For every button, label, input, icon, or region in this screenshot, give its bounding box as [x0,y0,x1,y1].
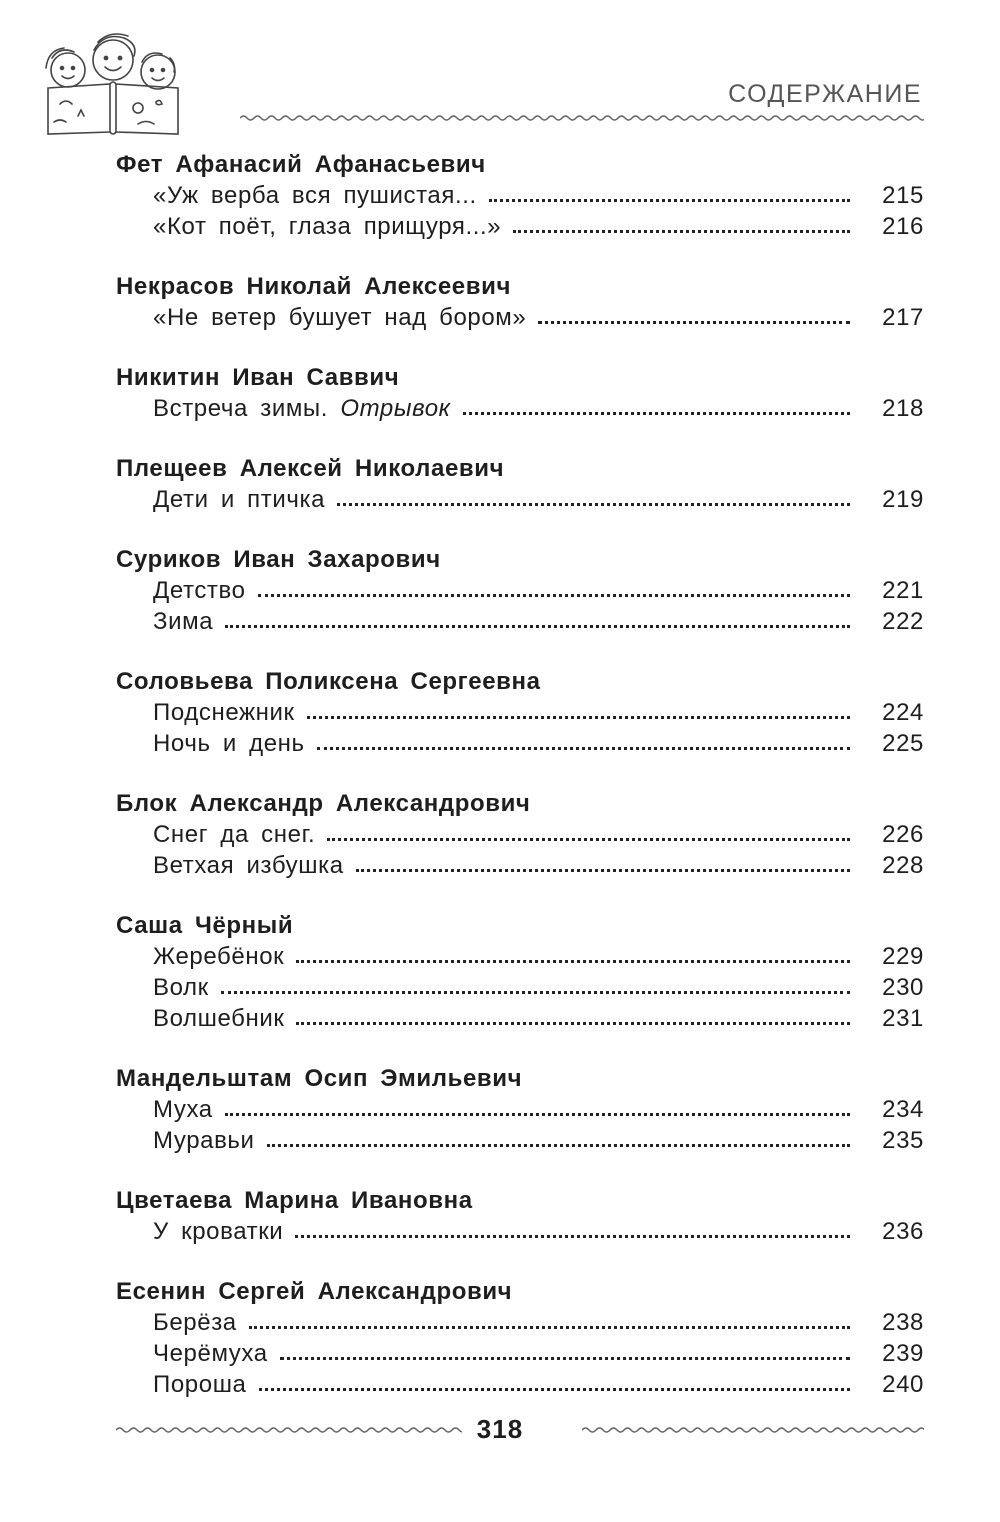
toc-entry-page: 235 [882,1127,924,1154]
kids-reading-logo [38,28,188,138]
toc-author-heading: Плещеев Алексей Николаевич [116,455,505,482]
toc-entry-page: 230 [882,974,924,1001]
toc-entry-page: 226 [882,821,924,848]
toc-entry[interactable] [116,1125,924,1156]
dot-leader [221,990,850,994]
toc-entry[interactable] [116,728,924,759]
toc-entry[interactable] [116,180,924,211]
toc-entry-title [153,302,526,333]
toc-entry-title-text: «Уж верба вся пушистая... [153,182,477,209]
toc-entry-title [153,180,477,211]
toc-author-heading: Блок Александр Александрович [116,790,531,817]
toc-entry-page: 228 [882,852,924,879]
toc-entry-title-text: Муравьи [153,1127,255,1154]
toc-entry-page: 218 [882,395,924,422]
toc-entry-title-text: Волшебник [153,1005,285,1032]
toc-entry[interactable] [116,819,924,850]
toc-entry[interactable] [116,211,924,242]
dot-leader [307,715,850,719]
toc-author-heading: Некрасов Николай Алексеевич [116,273,511,300]
toc-entry-title-text: Черёмуха [153,1340,268,1367]
header-wavy-rule [240,112,924,124]
toc-entry-page: 221 [882,577,924,604]
toc-entry-title [153,1125,255,1156]
toc-entry-title-text: Зима [153,608,214,635]
toc-entry-title [153,211,501,242]
toc-entry-page: 238 [882,1309,924,1336]
toc-author-heading: Мандельштам Осип Эмильевич [116,1065,523,1092]
toc-entry-title-text: Снег да снег. [153,821,316,848]
toc-entry-page: 219 [882,486,924,513]
dot-leader [513,229,850,233]
dot-leader [295,1234,850,1238]
dot-leader [259,1387,851,1391]
dot-leader [296,1021,850,1025]
dot-leader [258,593,850,597]
toc-entry[interactable] [116,1369,924,1400]
toc-entry[interactable] [116,1216,924,1247]
toc-entry[interactable] [116,484,924,515]
toc-entry-title [153,393,451,424]
toc-entry-title [153,1216,283,1247]
toc-entry-title [153,972,209,1003]
toc-entry-title-text: Волк [153,974,209,1001]
dot-leader [489,198,850,202]
toc-entry[interactable] [116,697,924,728]
toc-entry-page: 224 [882,699,924,726]
toc-entry-title [153,697,295,728]
toc-author-heading: Саша Чёрный [116,912,294,939]
toc-entry-page: 240 [882,1371,924,1398]
section-header-title: СОДЕРЖАНИЕ [728,80,922,108]
dot-leader [267,1143,850,1147]
toc-entry-title [153,1338,268,1369]
toc-entry-title-text: Берёза [153,1309,237,1336]
toc-entry-page: 222 [882,608,924,635]
toc-entry[interactable] [116,850,924,881]
dot-leader [538,320,850,324]
toc-entry[interactable] [116,393,924,424]
table-of-contents [116,150,924,1400]
toc-entry-note: Отрывок [340,395,451,422]
toc-entry-title [153,941,284,972]
toc-entry-title-text: Детство [153,577,246,604]
toc-author-heading: Соловьева Поликсена Сергеевна [116,668,541,695]
toc-author-heading: Суриков Иван Захарович [116,546,441,573]
dot-leader [225,1112,850,1116]
toc-entry-page: 236 [882,1218,924,1245]
toc-entry[interactable] [116,606,924,637]
dot-leader [317,746,850,750]
toc-entry[interactable] [116,302,924,333]
toc-entry-title [153,484,325,515]
toc-entry-title [153,1307,237,1338]
dot-leader [249,1325,850,1329]
toc-entry-page: 231 [882,1005,924,1032]
toc-author-heading: Цветаева Марина Ивановна [116,1187,473,1214]
toc-entry-page: 216 [882,213,924,240]
toc-entry[interactable] [116,1338,924,1369]
toc-entry[interactable] [116,1003,924,1034]
toc-entry-page: 239 [882,1340,924,1367]
toc-entry-title-text: Пороша [153,1371,247,1398]
dot-leader [463,411,850,415]
toc-entry-page: 215 [882,182,924,209]
page-number: 318 [476,1414,524,1444]
dot-leader [225,624,850,628]
toc-entry-title-text: Подснежник [153,699,295,726]
toc-entry-page: 217 [882,304,924,331]
toc-entry[interactable] [116,972,924,1003]
toc-entry-title-text: «Не ветер бушует над бором» [153,304,527,331]
toc-entry-title [153,606,213,637]
toc-entry[interactable] [116,1307,924,1338]
toc-author-heading: Никитин Иван Саввич [116,364,400,391]
dot-leader [296,959,850,963]
toc-entry[interactable] [116,941,924,972]
toc-entry-title [153,1094,213,1125]
toc-entry-title [153,1003,284,1034]
toc-entry[interactable] [116,1094,924,1125]
dot-leader [280,1356,850,1360]
toc-entry-title [153,575,246,606]
toc-entry-title [153,850,344,881]
footer-wavy-rule-right [582,1424,924,1436]
toc-entry-title-text: Жеребёнок [153,943,285,970]
toc-author-heading: Фет Афанасий Афанасьевич [116,151,486,178]
toc-entry-title-text: Встреча зимы. [153,395,329,422]
toc-entry-page: 225 [882,730,924,757]
dot-leader [327,837,850,841]
toc-entry-page: 229 [882,943,924,970]
toc-entry-title-text: Дети и птичка [153,486,326,513]
dot-leader [356,868,850,872]
toc-entry-title [153,1369,247,1400]
toc-entry-title [153,728,305,759]
toc-entry-title [153,819,315,850]
toc-author-heading: Есенин Сергей Александрович [116,1278,513,1305]
toc-entry-title-text: Ночь и день [153,730,305,757]
toc-entry-page: 234 [882,1096,924,1123]
toc-entry[interactable] [116,575,924,606]
toc-entry-title-text: «Кот поёт, глаза прищуря...» [153,213,502,240]
dot-leader [337,502,850,506]
toc-entry-title-text: Муха [153,1096,213,1123]
toc-entry-title-text: Ветхая избушка [153,852,344,879]
toc-entry-title-text: У кроватки [153,1218,284,1245]
